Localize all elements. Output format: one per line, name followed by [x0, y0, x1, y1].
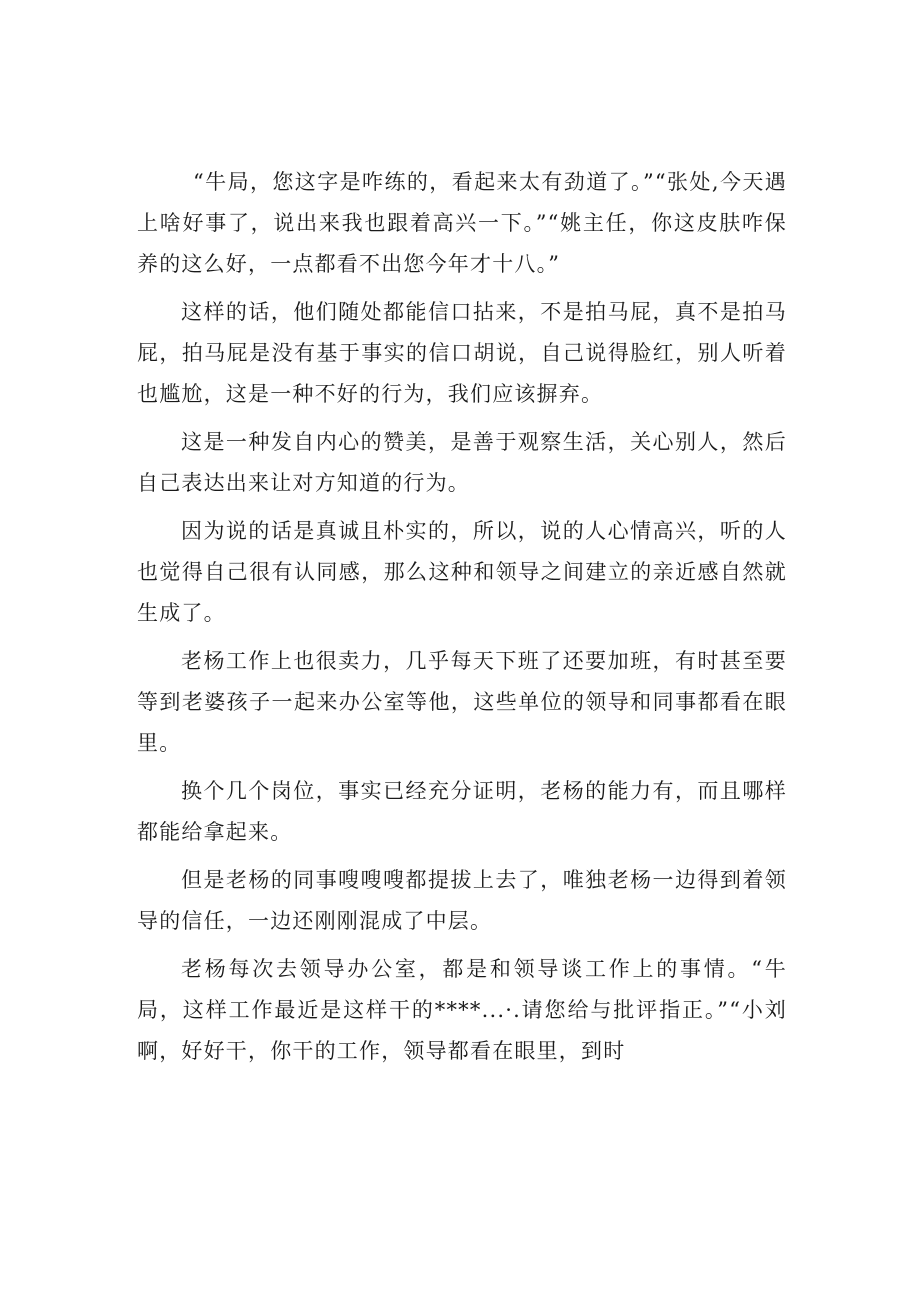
document-body: [137, 162, 787, 1079]
paragraph-2: 这样的话，他们随处都能信口拈来，不是拍马屁，真不是拍马屁，拍马屁是没有基于事实的信口胡说，自己说得脸红，别人听着也尴尬，这是一种不好的行为，我们应该摒弃。: [137, 300, 787, 406]
paragraph-1: “牛局，您这字是咋练的，看起来太有劲道了。”“张处,今天遇上啥好事了，说出来我也跟着高兴一下。”“姚主任，你这皮肤咋保养的这么好，一点都看不出您今年才十八。”: [137, 170, 787, 276]
paragraph-6: 换个几个岗位，事实已经充分证明，老杨的能力有，而且哪样都能给拿起来。: [137, 779, 787, 844]
paragraph-7: 但是老杨的同事嗖嗖嗖都提拔上去了，唯独老杨一边得到着领导的信任，一边还刚刚混成了中层。: [137, 868, 787, 933]
paragraph-5: 老杨工作上也很卖力，几乎每天下班了还要加班，有时甚至要等到老婆孩子一起来办公室等他，这些单位的领导和同事都看在眼里。: [137, 649, 787, 755]
paragraph-4: 因为说的话是真诚且朴实的，所以，说的人心情高兴，听的人也觉得自己很有认同感，那么这种和领导之间建立的亲近感自然就生成了。: [137, 519, 787, 625]
paragraph-3: 这是一种发自内心的赞美，是善于观察生活，关心别人，然后自己表达出来让对方知道的行为。: [137, 430, 787, 495]
paragraph-8: 老杨每次去领导办公室，都是和领导谈工作上的事情。“牛局，这样工作最近是这样干的****...·.请您给与批评指正。”“小刘啊，好好干，你干的工作，领导都看在眼里，到时: [137, 957, 787, 1063]
